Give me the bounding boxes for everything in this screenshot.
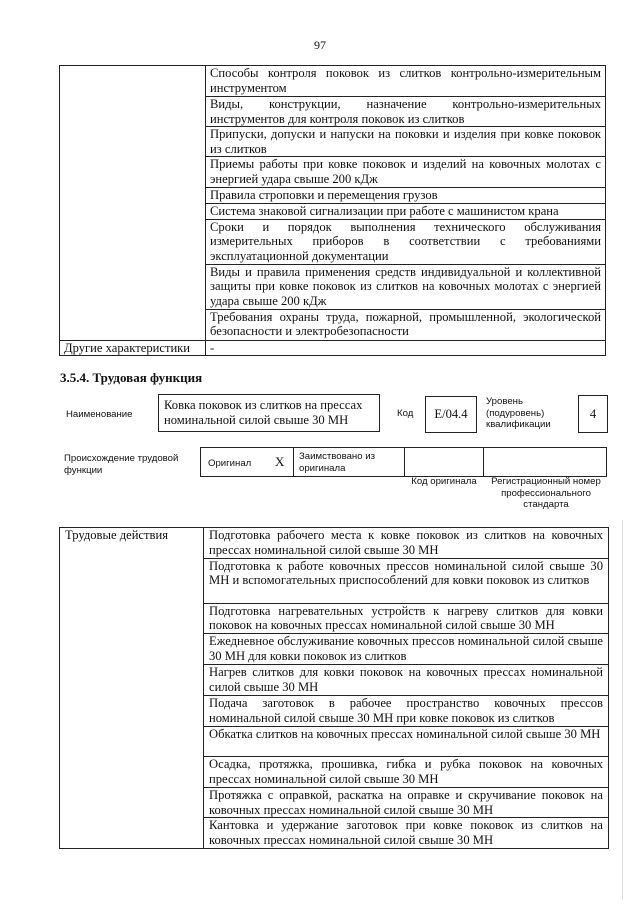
borrowed-label: Заимствовано из оригинала [299, 451, 375, 474]
knowledge-item: Способы контроля поковок из слитков контрольно-измерительным инструментом [206, 66, 606, 97]
work-action-item: Подготовка рабочего места к ковке поковок из слитков на ковочных прессах номинальной силой свыше 30 МН [204, 528, 609, 559]
work-action-item: Кантовка и удержание заготовок при ковке поковок из слитков на ковочных прессах номинальной силой свыше 30 МН [204, 818, 609, 849]
knowledge-item: Виды, конструкции, назначение контрольно-измерительных инструментов для контроля поковок из слитков [206, 97, 606, 127]
knowledge-item: Приемы работы при ковке поковок и изделий на ковочных молотах с энергией удара свыше 200 кДж [206, 157, 606, 188]
origin-label: Происхождение трудовой функции [64, 453, 179, 476]
knowledge-item: Требования охраны труда, пожарной, промышленной, экологической безопасности и электробезопасности [206, 309, 606, 340]
code-label: Код [397, 408, 414, 419]
work-action-item: Осадка, протяжка, прошивка, гибка и рубка поковок на ковочных прессах номинальной силой свыше 30 МН [204, 756, 609, 787]
work-actions-label: Трудовые действия [60, 528, 204, 849]
knowledge-table [59, 65, 606, 356]
other-characteristics-label: Другие характеристики [60, 340, 206, 356]
knowledge-item: Сроки и порядок выполнения технического обслуживания измерительных приборов в соответствии с требованиями эксплуатационной документации [206, 219, 606, 264]
knowledge-item: Виды и правила применения средств индивидуальной и коллективной защиты при ковке поковок из слитков на ковочных молотах с энергией удара свыше 200 кДж [206, 264, 606, 309]
knowledge-item: Правила строповки и перемещения грузов [206, 188, 606, 204]
divider [483, 448, 484, 476]
work-action-item: Нагрев слитков для ковки поковок на ковочных прессах номинальной силой свыше 30 МН [204, 665, 609, 696]
divider [404, 448, 405, 476]
empty-label-cell [60, 66, 206, 341]
work-action-item: Ежедневное обслуживание ковочных прессов номинальной силой свыше 30 МН для ковки поковок из слитков [204, 634, 609, 665]
original-mark: X [275, 454, 285, 469]
work-actions-table [59, 527, 609, 849]
registration-number-caption: Регистрационный номер профессионального стандарта [491, 476, 601, 510]
name-label: Наименование [66, 409, 133, 420]
code-value: E/04.4 [425, 396, 477, 433]
work-action-item: Подача заготовок в рабочее пространство ковочных прессов номинальной силой свыше 30 МН при ковке поковок из слитков [204, 695, 609, 726]
divider [293, 448, 294, 476]
table-row [60, 528, 609, 559]
page-number: 97 [314, 38, 326, 52]
level-label: Уровень (подуровень) квалификации [486, 396, 551, 430]
origin-box [200, 447, 607, 477]
table-row [60, 66, 606, 97]
function-name-value: Ковка поковок из слитков на прессах номинальной силой свыше 30 МН [158, 394, 380, 432]
section-title: 3.5.4. Трудовая функция [60, 370, 203, 385]
code-original-caption: Код оригинала [411, 476, 477, 487]
knowledge-item: Припуски, допуски и напуски на поковки и изделия при ковке поковок из слитков [206, 127, 606, 157]
other-characteristics-value: - [206, 340, 606, 356]
original-label: Оригинал [208, 458, 252, 469]
work-action-item: Подготовка к работе ковочных прессов номинальной силой свыше 30 МН и вспомогательных приспособлений для ковки поковок из слитков [204, 558, 609, 603]
scan-edge-line [622, 520, 623, 900]
work-action-item: Обкатка слитков на ковочных прессах номинальной силой свыше 30 МН [204, 726, 609, 756]
table-row [60, 340, 606, 356]
work-action-item: Протяжка с оправкой, раскатка на оправке и скручивание поковок на ковочных прессах номинальной силой свыше 30 МН [204, 787, 609, 818]
work-action-item: Подготовка нагревательных устройств к нагреву слитков для ковки поковок на ковочных прессах номинальной силой свыше 30 МН [204, 603, 609, 634]
level-value: 4 [578, 395, 608, 433]
knowledge-item: Система знаковой сигнализации при работе с машинистом крана [206, 203, 606, 219]
